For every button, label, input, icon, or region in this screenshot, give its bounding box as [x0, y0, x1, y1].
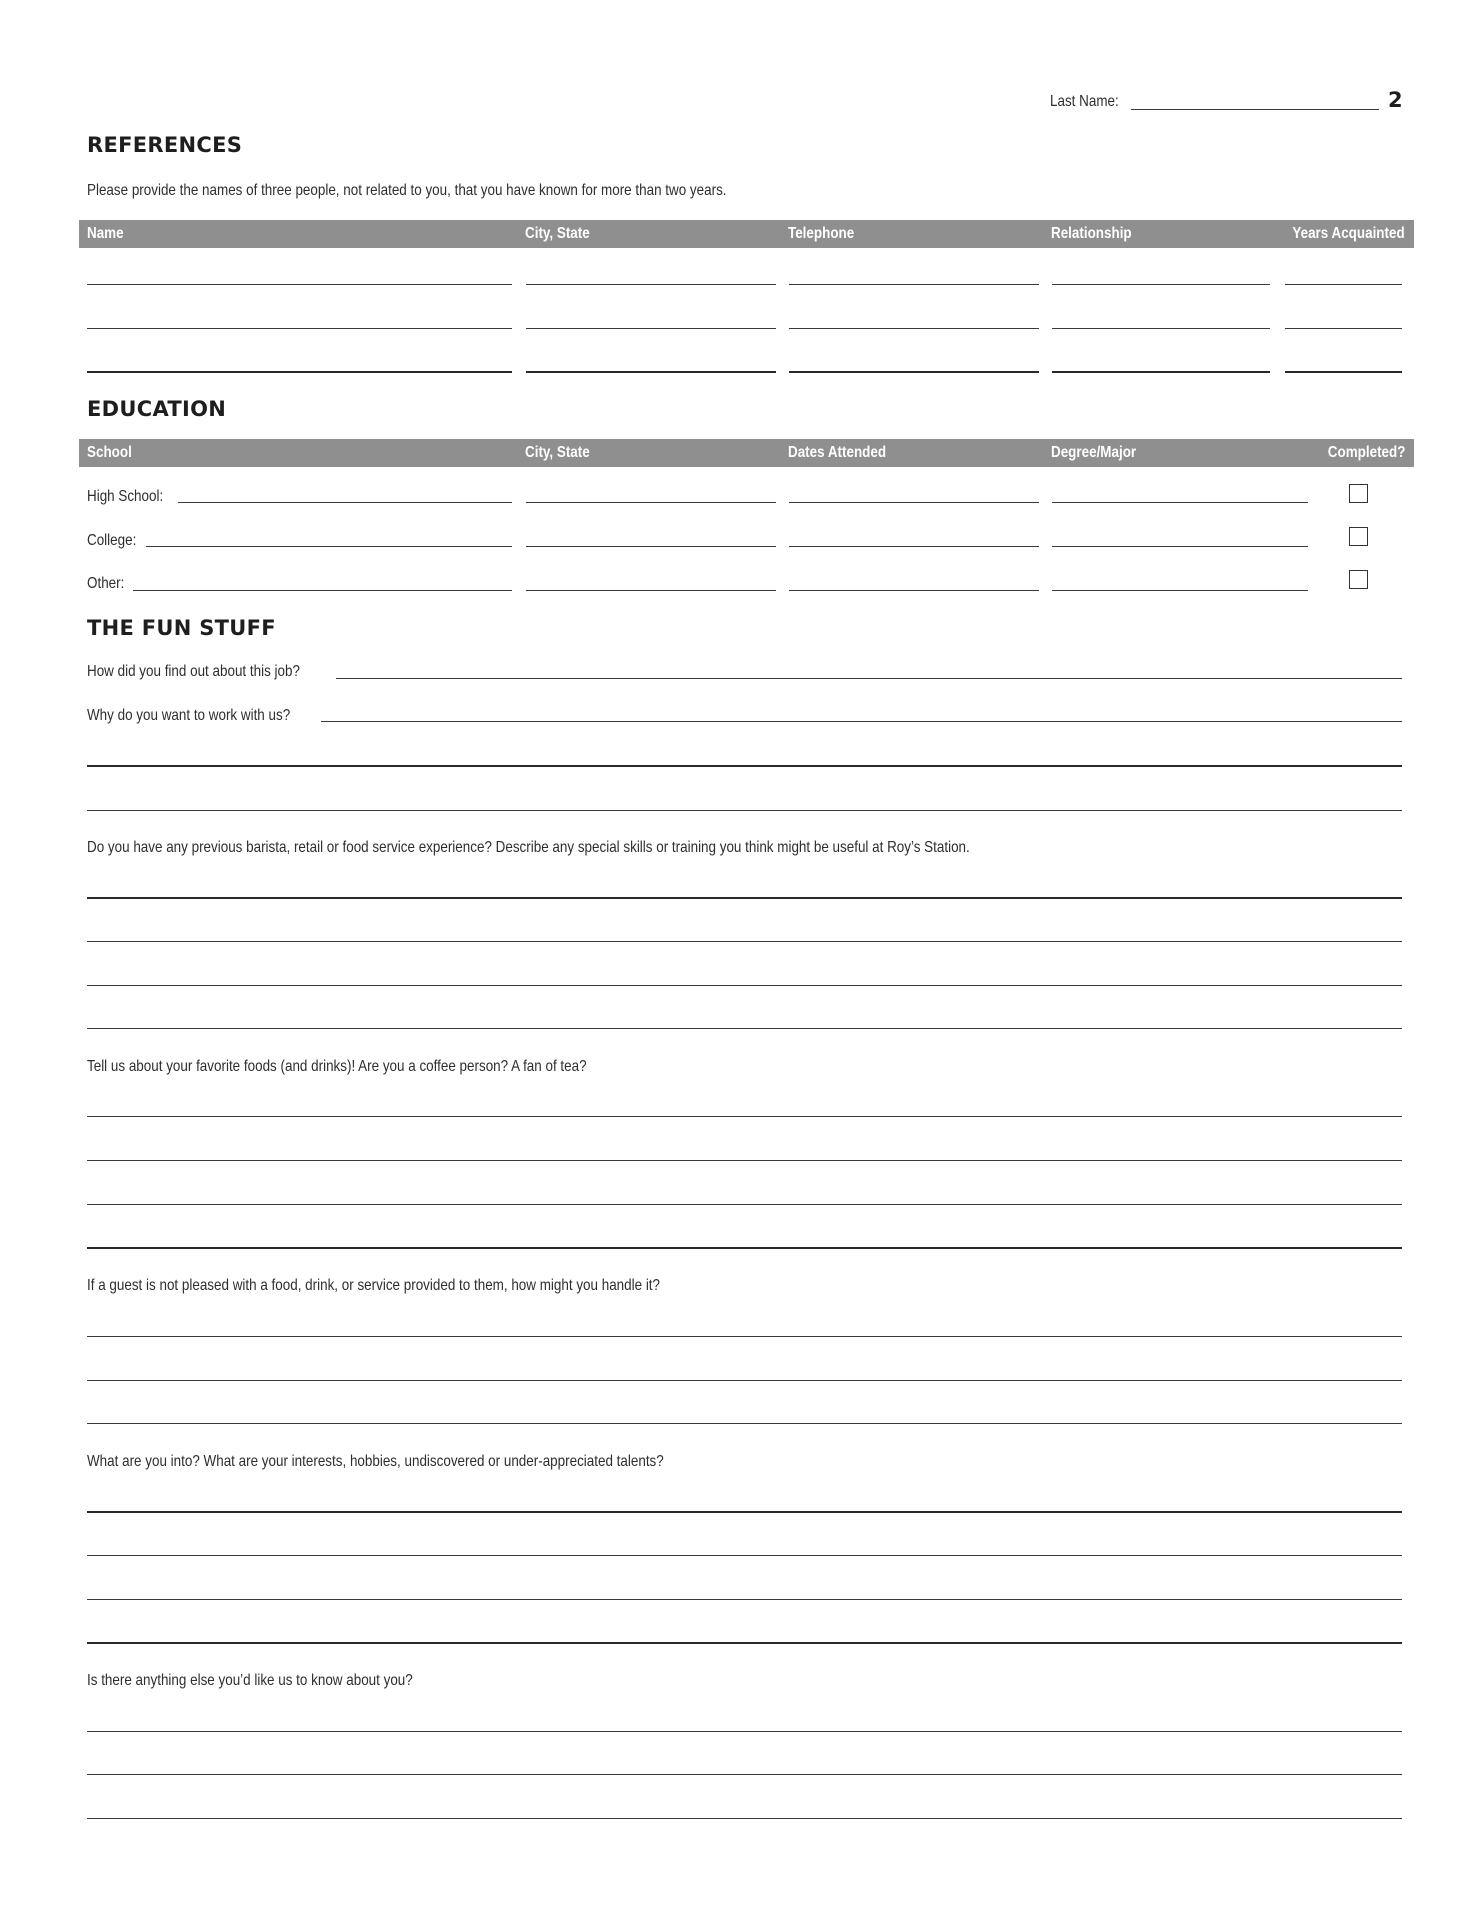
- answer-why-work-line-2[interactable]: [87, 765, 1402, 767]
- question-anything-else: Is there anything else you’d like us to know about you?: [87, 1672, 413, 1689]
- answer-interests-line-2[interactable]: [87, 1555, 1402, 1556]
- high-school-dates-field[interactable]: [789, 502, 1039, 503]
- other-label: Other:: [87, 575, 125, 592]
- ref3-name-field[interactable]: [87, 371, 512, 373]
- col-telephone: Telephone: [788, 225, 855, 242]
- answer-interests-line-4[interactable]: [87, 1642, 1402, 1644]
- col-edu-city-state: City, State: [525, 444, 590, 461]
- college-degree-field[interactable]: [1052, 546, 1308, 547]
- answer-interests-line-3[interactable]: [87, 1599, 1402, 1600]
- col-completed: Completed?: [1327, 444, 1405, 461]
- ref3-phone-field[interactable]: [789, 371, 1039, 373]
- question-favorite-foods: Tell us about your favorite foods (and drinks)! Are you a coffee person? A fan of tea?: [87, 1058, 587, 1075]
- college-dates-field[interactable]: [789, 546, 1039, 547]
- col-dates-attended: Dates Attended: [788, 444, 887, 461]
- page-number: 2: [1388, 88, 1403, 112]
- other-school-name-field[interactable]: [133, 590, 512, 591]
- ref2-relationship-field[interactable]: [1052, 328, 1270, 329]
- answer-anything-line-3[interactable]: [87, 1818, 1402, 1819]
- answer-why-work-line-1[interactable]: [321, 721, 1402, 722]
- answer-guest-line-3[interactable]: [87, 1423, 1402, 1424]
- high-school-degree-field[interactable]: [1052, 502, 1308, 503]
- answer-foods-line-1[interactable]: [87, 1116, 1402, 1117]
- answer-why-work-line-3[interactable]: [87, 810, 1402, 811]
- high-school-label: High School:: [87, 488, 164, 505]
- other-city-field[interactable]: [526, 590, 776, 591]
- other-degree-field[interactable]: [1052, 590, 1308, 591]
- question-why-work: Why do you want to work with us?: [87, 707, 291, 724]
- col-relationship: Relationship: [1051, 225, 1132, 242]
- ref3-relationship-field[interactable]: [1052, 371, 1270, 373]
- answer-foods-line-4[interactable]: [87, 1247, 1402, 1249]
- other-dates-field[interactable]: [789, 590, 1039, 591]
- answer-experience-line-1[interactable]: [87, 897, 1402, 899]
- references-heading: REFERENCES: [87, 133, 243, 157]
- answer-experience-line-4[interactable]: [87, 1028, 1402, 1029]
- question-guest-not-pleased: If a guest is not pleased with a food, drink, or service provided to them, how might you handle it?: [87, 1277, 661, 1294]
- ref2-name-field[interactable]: [87, 328, 512, 329]
- college-label: College:: [87, 532, 137, 549]
- col-years-acquainted: Years Acquainted: [1292, 225, 1405, 242]
- answer-guest-line-1[interactable]: [87, 1336, 1402, 1337]
- col-school: School: [87, 444, 132, 461]
- ref3-city-field[interactable]: [526, 371, 776, 373]
- answer-anything-line-1[interactable]: [87, 1731, 1402, 1732]
- answer-find-job-line[interactable]: [336, 678, 1402, 679]
- ref2-years-field[interactable]: [1285, 328, 1402, 329]
- answer-anything-line-2[interactable]: [87, 1774, 1402, 1775]
- question-experience: Do you have any previous barista, retail or food service experience? Describe any special skills or training you think might be useful at Roy’s Station.: [87, 839, 970, 856]
- col-city-state: City, State: [525, 225, 590, 242]
- ref1-years-field[interactable]: [1285, 284, 1402, 285]
- col-degree-major: Degree/Major: [1051, 444, 1137, 461]
- college-completed-checkbox[interactable]: [1349, 527, 1368, 546]
- other-completed-checkbox[interactable]: [1349, 570, 1368, 589]
- answer-experience-line-3[interactable]: [87, 985, 1402, 986]
- ref2-city-field[interactable]: [526, 328, 776, 329]
- answer-experience-line-2[interactable]: [87, 941, 1402, 942]
- ref2-phone-field[interactable]: [789, 328, 1039, 329]
- references-instructions: Please provide the names of three people, not related to you, that you have known for more than two years.: [87, 182, 727, 199]
- answer-guest-line-2[interactable]: [87, 1380, 1402, 1381]
- ref1-city-field[interactable]: [526, 284, 776, 285]
- question-find-job: How did you find out about this job?: [87, 663, 300, 680]
- references-header-bar: [79, 220, 1414, 248]
- answer-foods-line-3[interactable]: [87, 1204, 1402, 1205]
- ref3-years-field[interactable]: [1285, 371, 1402, 373]
- ref1-phone-field[interactable]: [789, 284, 1039, 285]
- education-header-bar: [79, 439, 1414, 467]
- col-name: Name: [87, 225, 124, 242]
- college-city-field[interactable]: [526, 546, 776, 547]
- question-interests: What are you into? What are your interests, hobbies, undiscovered or under-appreciated talents?: [87, 1453, 664, 1470]
- fun-stuff-heading: THE FUN STUFF: [87, 616, 276, 640]
- last-name-field[interactable]: [1131, 109, 1379, 110]
- high-school-city-field[interactable]: [526, 502, 776, 503]
- ref1-relationship-field[interactable]: [1052, 284, 1270, 285]
- last-name-label: Last Name:: [1050, 93, 1119, 110]
- college-name-field[interactable]: [146, 546, 512, 547]
- high-school-name-field[interactable]: [178, 502, 512, 503]
- ref1-name-field[interactable]: [87, 284, 512, 285]
- education-heading: EDUCATION: [87, 397, 227, 421]
- answer-foods-line-2[interactable]: [87, 1160, 1402, 1161]
- high-school-completed-checkbox[interactable]: [1349, 484, 1368, 503]
- answer-interests-line-1[interactable]: [87, 1511, 1402, 1513]
